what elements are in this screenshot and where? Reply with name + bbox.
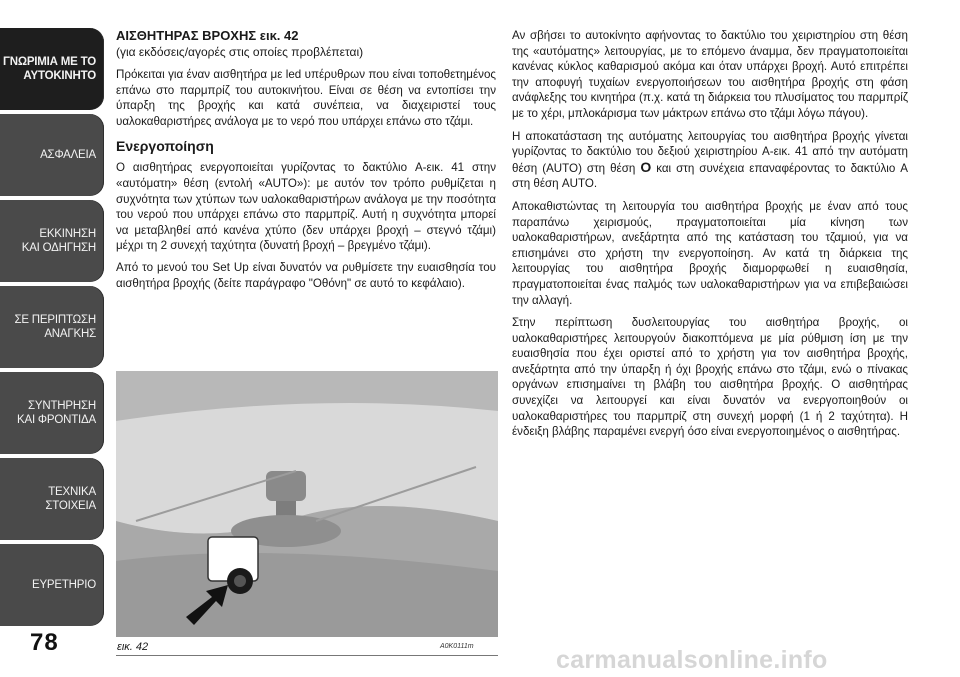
tab-technical-data[interactable]: ΤΕΧΝΙΚΑ ΣΤΟΙΧΕΙΑ <box>0 458 104 540</box>
figure-caption: εικ. 42 <box>117 641 149 653</box>
figure-code: A0K0111m <box>440 643 474 650</box>
windshield-illustration <box>116 371 498 637</box>
section-subtitle: (για εκδόσεις/αγορές στις οποίες προβλέπεται) <box>116 45 364 59</box>
activation-heading: Ενεργοποίηση <box>116 138 214 155</box>
left-column <box>116 28 496 297</box>
p2-text-before: Η αποκατάσταση της αυτόματης λειτουργίας του αισθητήρα βροχής γίνεται γυρίζοντας το δακτύλιο του δεξιού χειριστηρίου A-εικ. 41 από την αυτόματη θέση (AUTO) στη θέση <box>512 129 908 175</box>
activation-paragraph: Ο αισθητήρας ενεργοποιείται γυρίζοντας το δακτύλιο A-εικ. 41 στην «αυτόματη» θέση (εντολή «AUTO»): με αυτόν τον τρόπο ρυθμίζεται η συχνότητα των χτύπων των υαλοκαθαριστήρων ανάλογα με την ποσότητα του νερού που υπάρχει επάνω στο παρμπρίζ. Αυτή η συχνότητα μπορεί να μεταβληθεί από κανένα χτύπο (δεν υπάρχει βροχή – στεγνό τζάμι) μέχρι τη 2 συνεχή ταχύτητα (δυνατή βροχή – βρεγμένο τζάμι). <box>116 161 496 253</box>
right-paragraph-3: Αποκαθιστώντας τη λειτουργία του αισθητήρα βροχής με έναν από τους παραπάνω χειρισμούς, πραγματοποιείται μία κίνηση των υαλοκαθαριστήρων, ανεξάρτητα από της κατάσταση του τζαμιού, για να επισημάνει στο χρήστη την ενεργοποίηση. Αν κατά τη διάρκεια της λειτουργίας του αισθητήρα βροχής διαμορφωθεί η ευαισθησία, πραγματοποιείται ένας παλμός των υαλοκαθαριστήρων για να επιβεβαιώσει την αλλαγή. <box>512 199 908 307</box>
tab-index[interactable]: ΕΥΡΕΤΗΡΙΟ <box>0 544 104 626</box>
right-paragraph-1: Αν σβήσει το αυτοκίνητο αφήνοντας το δακτύλιο του χειριστηρίου στη θέση της «αυτόματης» λειτουργίας, με το επόμενο άναμμα, δεν πραγματοποιείται κανένας κύκλος καθαρισμού ακόμα και όταν υπάρχει βροχή. Αυτό επιτρέπει την αποφυγή τυχαίων ενεργοποιήσεων του αισθητήρα βροχής στη φάση ανάφλεξης του κινητήρα (π.χ. κατά τη διάρκεια του πλυσίματος του παρμπρίζ με το χέρι, μπλοκάρισμα των μάκτρων επάνω στο τζάμι λόγω πάγου). <box>512 29 908 120</box>
tab-safety[interactable]: ΑΣΦΑΛΕΙΑ <box>0 114 104 196</box>
page-number: 78 <box>30 629 59 656</box>
site-watermark: carmanualsonline.info <box>556 646 828 674</box>
right-paragraph-4: Στην περίπτωση δυσλειτουργίας του αισθητήρα βροχής, οι υαλοκαθαριστήρες λειτουργούν διακοπτόμενα με μία ρύθμιση ίση με την ευαισθησία που έχει οριστεί από το χρήστη για τον αισθητήρα βροχής, ανεξάρτητα από την ύπαρξη ή όχι βροχής επάνω στο τζάμι, ενώ ο πίνακας οργάνων επισημαίνει τη βλάβη του αισθητήρα βροχής. Ο αισθητήρας συνεχίζει να λειτουργεί και είναι δυνατόν να ενεργοποιηθούν οι υαλοκαθαριστήρες του παρμπρίζ στη συνεχή μορφή (1 ή 2 ταχύτητα). Η ένδειξη βλάβης παραμένει ενεργή όσο είναι ενεργοποιημένος ο αισθητήρας. <box>512 316 908 439</box>
section-title: ΑΙΣΘΗΤΗΡΑΣ ΒΡΟΧΗΣ εικ. 42 <box>116 28 299 43</box>
p2-text-after: και στη συνέχεια επαναφέροντας το δακτύλιο A στη θέση AUTO. <box>512 161 908 191</box>
right-paragraph-2 <box>512 129 908 192</box>
off-position-symbol: O <box>640 158 652 175</box>
tab-getting-to-know-car[interactable]: ΓΝΩΡΙΜΙΑ ΜΕ ΤΟ ΑΥΤΟΚΙΝΗΤΟ <box>0 28 104 110</box>
tab-starting-driving[interactable]: ΕΚΚΙΝΗΣΗ ΚΑΙ ΟΔΗΓΗΣΗ <box>0 200 104 282</box>
intro-paragraph: Πρόκειται για έναν αισθητήρα με led υπέρυθρων που είναι τοποθετημένος επάνω στο παρμπρίζ του αυτοκινήτου. Είναι σε θέση να εντοπίσει την ύπαρξη της βροχής και κατά συνέπεια, να διαχειριστεί τους υαλοκαθαριστήρες ανάλογα με το νερό που υπάρχει επάνω στο τζάμι. <box>116 68 496 128</box>
setup-paragraph: Από το μενού του Set Up είναι δυνατόν να ρυθμίσετε την ευαισθησία του αισθητήρα βροχής (δείτε παράγραφο "Οθόνη" σε αυτό το κεφάλαιο). <box>116 260 496 290</box>
tab-maintenance[interactable]: ΣΥΝΤΗΡΗΣΗ ΚΑΙ ΦΡΟΝΤΙΔΑ <box>0 372 104 454</box>
rain-sensor-figure <box>116 371 498 637</box>
tab-emergency[interactable]: ΣΕ ΠΕΡΙΠΤΩΣΗ ΑΝΑΓΚΗΣ <box>0 286 104 368</box>
right-column <box>512 28 908 447</box>
figure-divider <box>116 655 498 656</box>
